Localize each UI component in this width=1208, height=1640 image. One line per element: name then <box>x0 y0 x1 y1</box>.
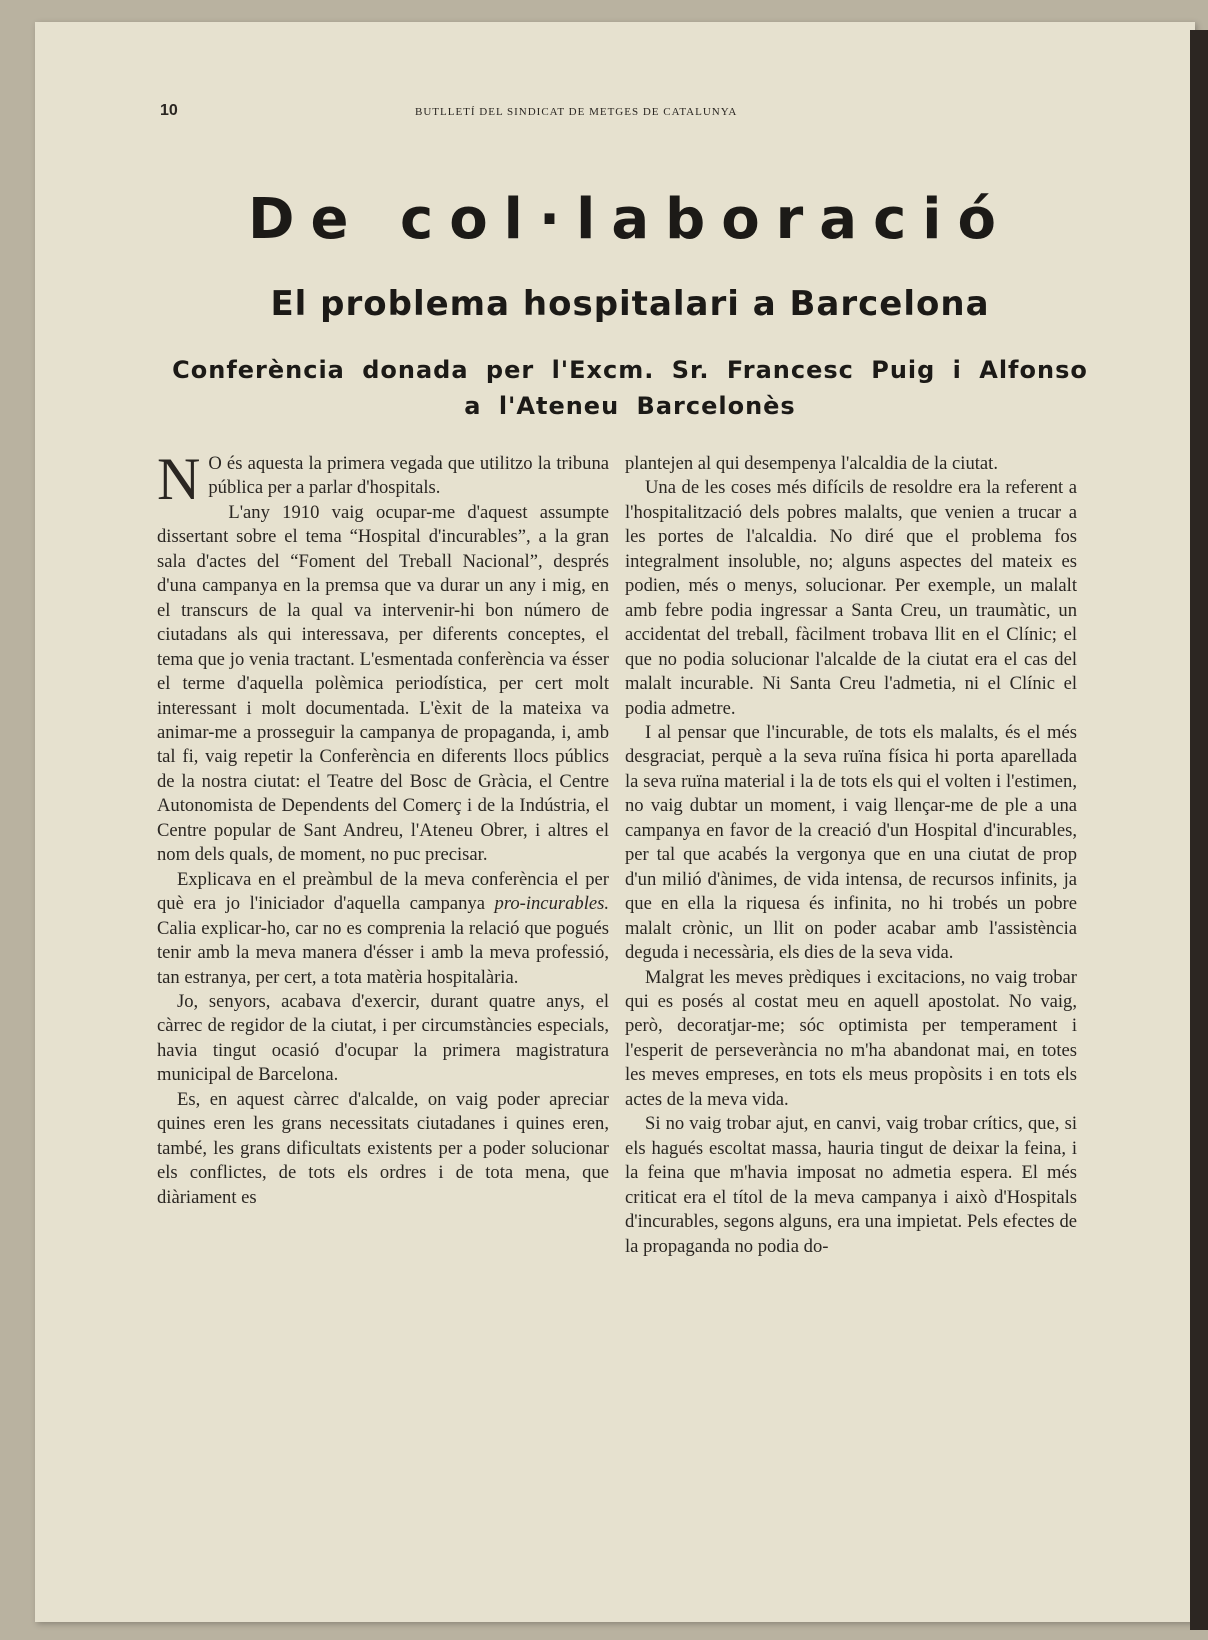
section-title: De col·laboració <box>248 187 1012 252</box>
running-title: BUTLLETÍ DEL SINDICAT DE METGES DE CATALUNYA <box>415 106 738 118</box>
paragraph-text: O és aquesta la primera vegada que utilitzo la tribuna pública per a parlar d'hospitals. <box>208 453 609 499</box>
left-column <box>157 446 609 1210</box>
byline-line-2: a l'Ateneu Barcelonès <box>464 392 796 420</box>
paragraph: L'any 1910 vaig ocupar-me d'aquest assumpte dissertant sobre el tema “Hospital d'incurables”, a la gran sala d'actes del “Foment del Treball Nacional”, després d'una campanya en la premsa que va durar un any i mig, en el transcurs de la qual va intervenir-hi bon número de ciutadans als qui interessava, per diferents conceptes, el tema que jo venia tractant. L'esmentada conferència va ésser el terme d'aquella polèmica periodística, per cert molt interessant i molt documentada. L'èxit de la mateixa va animar-me a prosseguir la campanya de propaganda, i, amb tal fi, vaig repetir la Conferència en diferents llocs públics de la nostra ciutat: el Teatre del Bosc de Gràcia, el Centre Autonomista de Dependents del Comerç i de la Indústria, el Centre popular de Sant Andreu, l'Ateneu Obrer, i altres el nom dels quals, de moment, no puc precisar. <box>157 501 609 866</box>
page-number: 10 <box>160 102 178 119</box>
paragraph: Es, en aquest càrrec d'alcalde, on vaig poder apreciar quines eren les grans necessitats ciutadanes i quines eren, també, les grans dificultats existents per a poder solucionar els conflictes, de tots els ordres i de tota mena, que diàriament es <box>157 1088 609 1208</box>
binding-edge <box>1190 30 1208 1630</box>
paragraph <box>157 868 609 990</box>
paragraph: I al pensar que l'incurable, de tots els malalts, és el més desgraciat, perquè a la seva ruïna física hi porta aparellada la seva ruïna material i la de tots els qui el volten i l'estimen, no vaig dubtar un moment, i vaig llençar-me de ple a una campanya en favor de la creació d'un Hospital d'incurables, per tal que acabés la vergonya que en una ciutat de prop d'un milió d'ànimes, de vida intensa, de recursos infinits, ja que en ella la riquesa és infinita, no hi trobés un pobre malalt crònic, un llit on poder acabar amb l'assistència deguda i necessària, els dies de la seva vida. <box>625 721 1077 964</box>
article-title: El problema hospitalari a Barcelona <box>270 284 990 324</box>
paragraph: Jo, senyors, acabava d'exercir, durant quatre anys, el càrrec de regidor de la ciutat, i per circumstàncies especials, havia tingut ocasió d'ocupar la primera magistratura municipal de Barcelona. <box>157 990 609 1086</box>
paragraph: Si no vaig trobar ajut, en canvi, vaig trobar crítics, que, si els hagués escoltat massa, hauria tingut de deixar la feina, i la feina que m'havia imposat no admetia espera. El més criticat era el títol de la meva campanya i això d'Hospitals d'incurables, segons alguns, era una impietat. Pels efectes de la propaganda no podia do- <box>625 1113 1077 1257</box>
byline-line-1: Conferència donada per l'Excm. Sr. Francesc Puig i Alfonso <box>172 356 1088 384</box>
paragraph-text: Calia explicar-ho, car no es comprenia la relació que pogués tenir amb la meva manera d'ésser i amb la meva professió, tan estranya, per cert, a tota matèria hospitalària. <box>157 917 609 988</box>
drop-cap: N <box>157 446 201 512</box>
paragraph-text: Explicava en el preàmbul de la meva conferència el per què era jo l'iniciador d'aquella campanya <box>157 868 609 915</box>
paragraph: Malgrat les meves prèdiques i excitacions, no vaig trobar qui es posés al costat meu en aquell apostolat. No vaig, però, decoratjar-me; sóc optimista per temperament i l'esperit de perseverància no m'ha abandonat mai, en totes les meves empreses, en tots els meus propòsits i en tots els actes de la meva vida. <box>625 966 1077 1110</box>
conference-byline <box>35 352 1195 424</box>
paragraph <box>157 446 609 512</box>
running-header <box>35 102 1195 122</box>
paragraph: Una de les coses més difícils de resoldre era la referent a l'hospitalització dels pobres malalts, que venien a trucar a les portes de l'alcaldia. No diré que el problema fos integralment insoluble, no; alguns aspectes del mateix es podien, més o menys, solucionar. Per exemple, un malalt amb febre podia ingressar a Santa Creu, un traumàtic, un accidentat del treball, fàcilment trobava llit en el Clínic; el que no podia solucionar l'alcalde de la ciutat era el cas del malalt incurable. Ni Santa Creu l'admetia, ni el Clínic el podia admetre. <box>625 477 1077 719</box>
italic-phrase: pro-incurables. <box>494 893 609 915</box>
right-column <box>625 452 1077 1259</box>
page <box>35 22 1195 1622</box>
paragraph: plantejen al qui desempenya l'alcaldia de la ciutat. <box>625 453 999 474</box>
